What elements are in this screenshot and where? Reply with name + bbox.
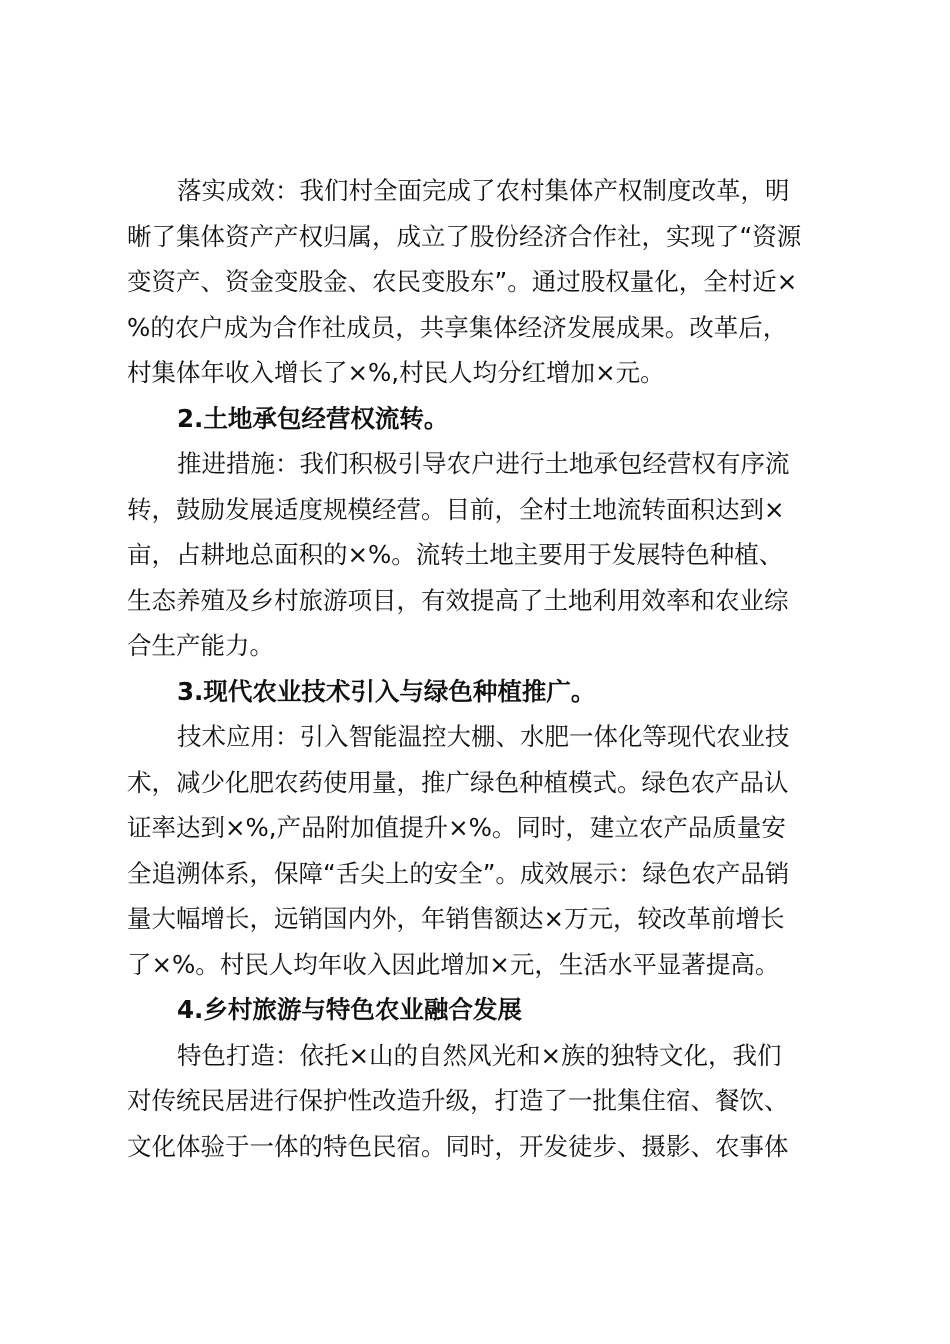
paragraph-line: 文化体验于一体的特色民宿。同时，开发徒步、摄影、农事体	[127, 1131, 789, 1161]
paragraph-line: 推进措施：我们积极引导农户进行土地承包经营权有序流	[177, 449, 790, 478]
paragraph-line: 证率达到×%,产品附加值提升×%。同时，建立农产品质量安	[127, 813, 786, 842]
paragraph-line: 转，鼓励发展适度规模经营。目前，全村土地流转面积达到×	[127, 494, 785, 524]
paragraph-line: 技术应用：引入智能温控大棚、水肥一体化等现代农业技	[177, 722, 790, 751]
paragraph-line: 特色打造：依托×山的自然风光和×族的独特文化，我们	[177, 1040, 782, 1070]
paragraph-line: 落实成效：我们村全面完成了农村集体产权制度改革，明	[177, 176, 790, 205]
paragraph-line: 合生产能力。	[127, 631, 274, 660]
section-heading: 2.土地承包经营权流转。	[177, 403, 449, 433]
section-heading: 3.现代农业技术引入与绿色种植推广。	[177, 676, 596, 706]
paragraph-line: 全追溯体系，保障“舌尖上的安全”。成效展示：绿色农产品销	[127, 858, 790, 888]
paragraph-line: 村集体年收入增长了×%,村民人均分红增加×元。	[127, 358, 665, 387]
section-heading: 4.乡村旅游与特色农业融合发展	[177, 995, 522, 1024]
paragraph-line: 晰了集体资产产权归属，成立了股份经济合作社，实现了“资源	[127, 221, 802, 251]
paragraph-line: 术，减少化肥农药使用量，推广绿色种植模式。绿色农产品认	[127, 767, 789, 797]
paragraph-line: 了×%。村民人均年收入因此增加×元，生活水平显著提高。	[127, 949, 780, 979]
paragraph-line: 量大幅增长，远销国内外，年销售额达×万元，较改革前增长	[127, 904, 785, 933]
document-body	[127, 168, 847, 1169]
paragraph-line: %的农户成为合作社成员，共享集体经济发展成果。改革后，	[127, 312, 788, 342]
paragraph-line: 变资产、资金变股金、农民变股东”。通过股权量化，全村近×	[127, 267, 798, 296]
paragraph-line: 亩，占耕地总面积的×%。流转土地主要用于发展特色种植、	[127, 540, 784, 569]
paragraph-line: 对传统民居进行保护性改造升级，打造了一批集住宿、餐饮、	[127, 1086, 789, 1115]
paragraph-line: 生态养殖及乡村旅游项目，有效提高了土地利用效率和农业综	[127, 585, 789, 615]
